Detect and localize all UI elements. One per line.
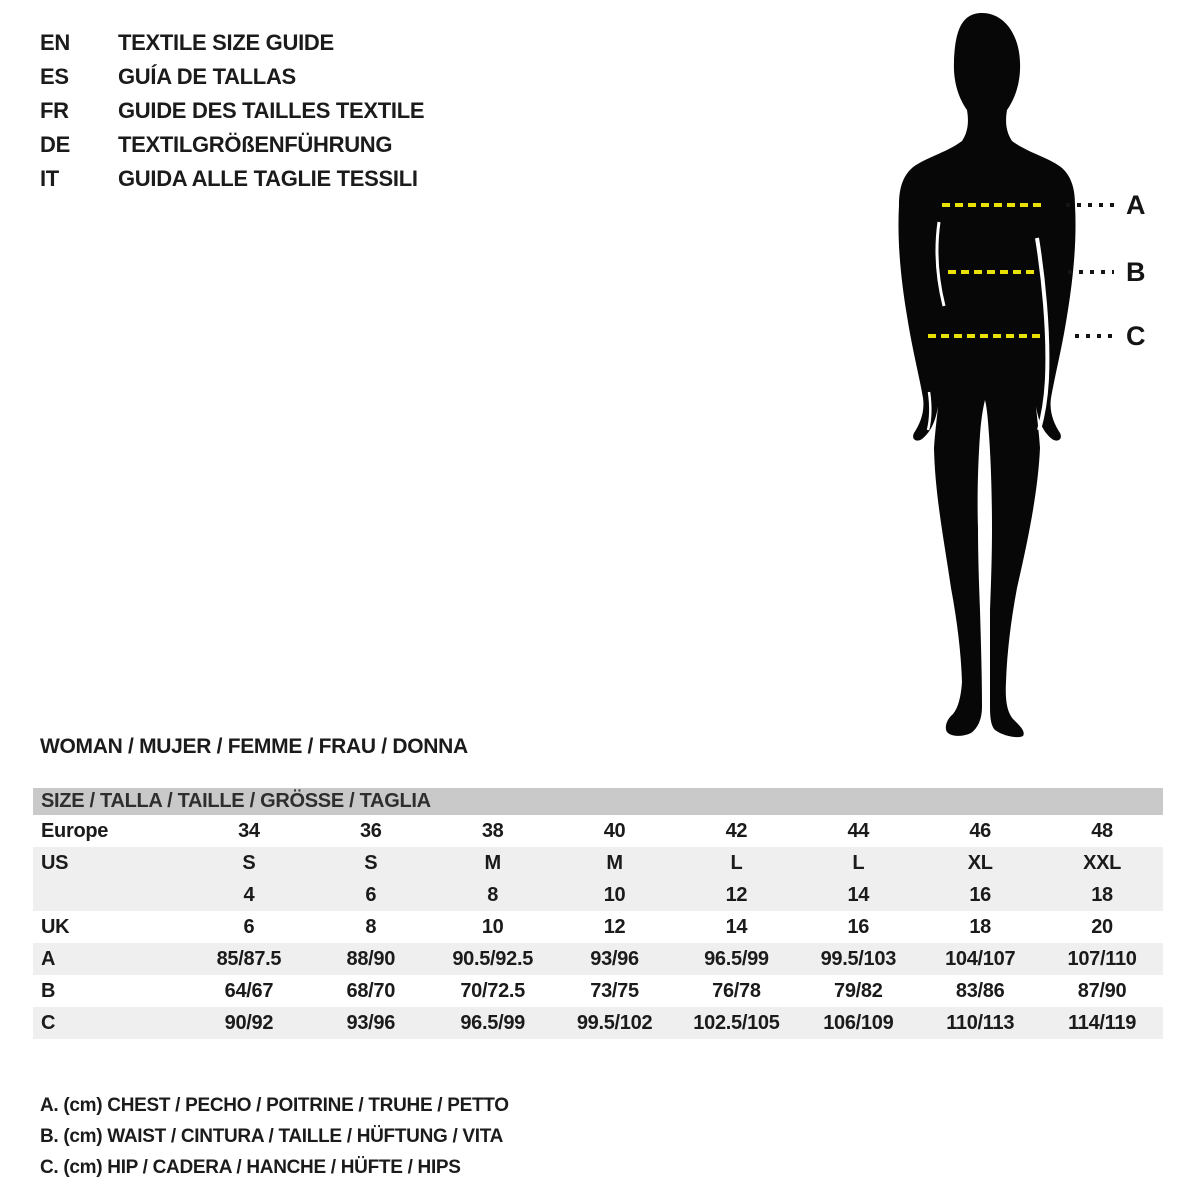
size-cell: 16	[847, 915, 870, 938]
size-cell: 16	[969, 883, 992, 906]
language-code: DE	[40, 132, 70, 157]
size-table	[33, 788, 1163, 1039]
language-code: ES	[40, 64, 69, 89]
size-cell: 10	[603, 883, 626, 906]
row-label: A	[41, 947, 56, 970]
language-row	[40, 94, 424, 128]
size-cell: XXL	[1083, 851, 1122, 874]
size-cell: 48	[1091, 819, 1113, 842]
size-cell: 114/119	[1068, 1011, 1137, 1034]
size-cell: 99.5/102	[576, 1011, 653, 1034]
legend-line-hip: C. (cm) HIP / CADERA / HANCHE / HÜFTE / HIPS	[40, 1156, 461, 1178]
table-row-chest	[33, 943, 1163, 975]
table-row-europe	[33, 815, 1163, 847]
legend-line-waist: B. (cm) WAIST / CINTURA / TAILLE / HÜFTUNG / VITA	[40, 1125, 504, 1147]
size-cell: 110/113	[946, 1011, 1015, 1034]
size-cell: M	[484, 851, 501, 874]
size-cell: 6	[365, 883, 377, 906]
language-list	[40, 26, 424, 196]
hip-label: C	[1126, 321, 1146, 351]
table-row-us	[33, 847, 1163, 879]
size-cell: 34	[238, 819, 260, 842]
size-cell: S	[242, 851, 256, 874]
language-title: GUIDA ALLE TAGLIE TESSILI	[118, 166, 418, 191]
size-cell: M	[606, 851, 623, 874]
size-table-header-row	[33, 788, 1163, 815]
size-cell: 79/82	[834, 979, 883, 1002]
size-cell: 6	[243, 915, 255, 938]
woman-silhouette-figure	[880, 10, 1160, 740]
size-cell: 20	[1091, 915, 1113, 938]
row-label	[33, 879, 188, 911]
size-cell: 88/90	[346, 947, 396, 970]
size-cell: 14	[725, 915, 748, 938]
row-label: Europe	[41, 819, 109, 842]
waist-label: B	[1126, 257, 1146, 287]
size-cell: 90.5/92.5	[452, 947, 534, 970]
measurement-legend	[40, 1090, 509, 1183]
row-label: US	[41, 851, 69, 874]
size-table-header: SIZE / TALLA / TAILLE / GRÖSSE / TAGLIA	[33, 788, 1163, 815]
size-cell: L	[852, 851, 865, 874]
size-cell: 46	[969, 819, 992, 842]
gender-section-title: WOMAN / MUJER / FEMME / FRAU / DONNA	[40, 735, 468, 758]
size-cell: 18	[969, 915, 992, 938]
size-cell: 8	[365, 915, 377, 938]
size-cell: 38	[481, 819, 504, 842]
size-cell: 64/67	[224, 979, 274, 1002]
size-cell: 12	[603, 915, 626, 938]
size-cell: 85/87.5	[216, 947, 282, 970]
row-label: UK	[41, 915, 70, 938]
inner-thigh-highlight	[983, 405, 985, 472]
size-cell: L	[730, 851, 743, 874]
chest-label: A	[1126, 190, 1146, 220]
size-cell: 70/72.5	[460, 979, 525, 1002]
size-cell: 4	[243, 883, 255, 906]
row-label: C	[41, 1011, 56, 1034]
language-row	[40, 128, 424, 162]
row-label: B	[41, 979, 56, 1002]
language-row	[40, 60, 424, 94]
size-cell: 18	[1091, 883, 1113, 906]
size-cell: 96.5/99	[460, 1011, 525, 1034]
size-cell: 104/107	[945, 947, 1016, 970]
language-title: GUÍA DE TALLAS	[118, 64, 296, 89]
size-cell: 76/78	[712, 979, 761, 1002]
size-cell: 93/96	[590, 947, 639, 970]
table-row-uk	[33, 911, 1163, 943]
legend-line-chest: A. (cm) CHEST / PECHO / POITRINE / TRUHE / PETTO	[40, 1094, 509, 1116]
language-title: TEXTILE SIZE GUIDE	[118, 30, 334, 55]
size-cell: 93/96	[346, 1011, 396, 1034]
language-code: EN	[40, 30, 70, 55]
size-cell: 8	[487, 883, 499, 906]
size-cell: 42	[725, 819, 748, 842]
language-code: FR	[40, 98, 69, 123]
size-cell: 83/86	[955, 979, 1005, 1002]
language-row	[40, 26, 424, 60]
size-cell: 44	[847, 819, 870, 842]
size-cell: S	[364, 851, 378, 874]
size-cell: 96.5/99	[704, 947, 769, 970]
size-cell: 10	[481, 915, 504, 938]
size-cell: 90/92	[224, 1011, 274, 1034]
size-cell: XL	[967, 851, 993, 874]
size-cell: 40	[603, 819, 626, 842]
size-cell: 87/90	[1077, 979, 1127, 1002]
size-cell: 102.5/105	[693, 1011, 780, 1034]
size-cell: 107/110	[1067, 947, 1137, 970]
language-row	[40, 162, 424, 196]
size-cell: 68/70	[346, 979, 396, 1002]
size-cell: 106/109	[823, 1011, 894, 1034]
language-title: GUIDE DES TAILLES TEXTILE	[118, 98, 425, 123]
size-cell: 36	[359, 819, 382, 842]
size-cell: 12	[725, 883, 748, 906]
language-code: IT	[40, 166, 59, 191]
size-cell: 14	[847, 883, 870, 906]
table-row-waist	[33, 975, 1163, 1007]
table-row-us-numeric	[33, 879, 1163, 911]
language-title: TEXTILGRÖßENFÜHRUNG	[118, 132, 393, 157]
size-cell: 99.5/103	[820, 947, 897, 970]
table-row-hip	[33, 1007, 1163, 1039]
size-cell: 73/75	[590, 979, 639, 1002]
